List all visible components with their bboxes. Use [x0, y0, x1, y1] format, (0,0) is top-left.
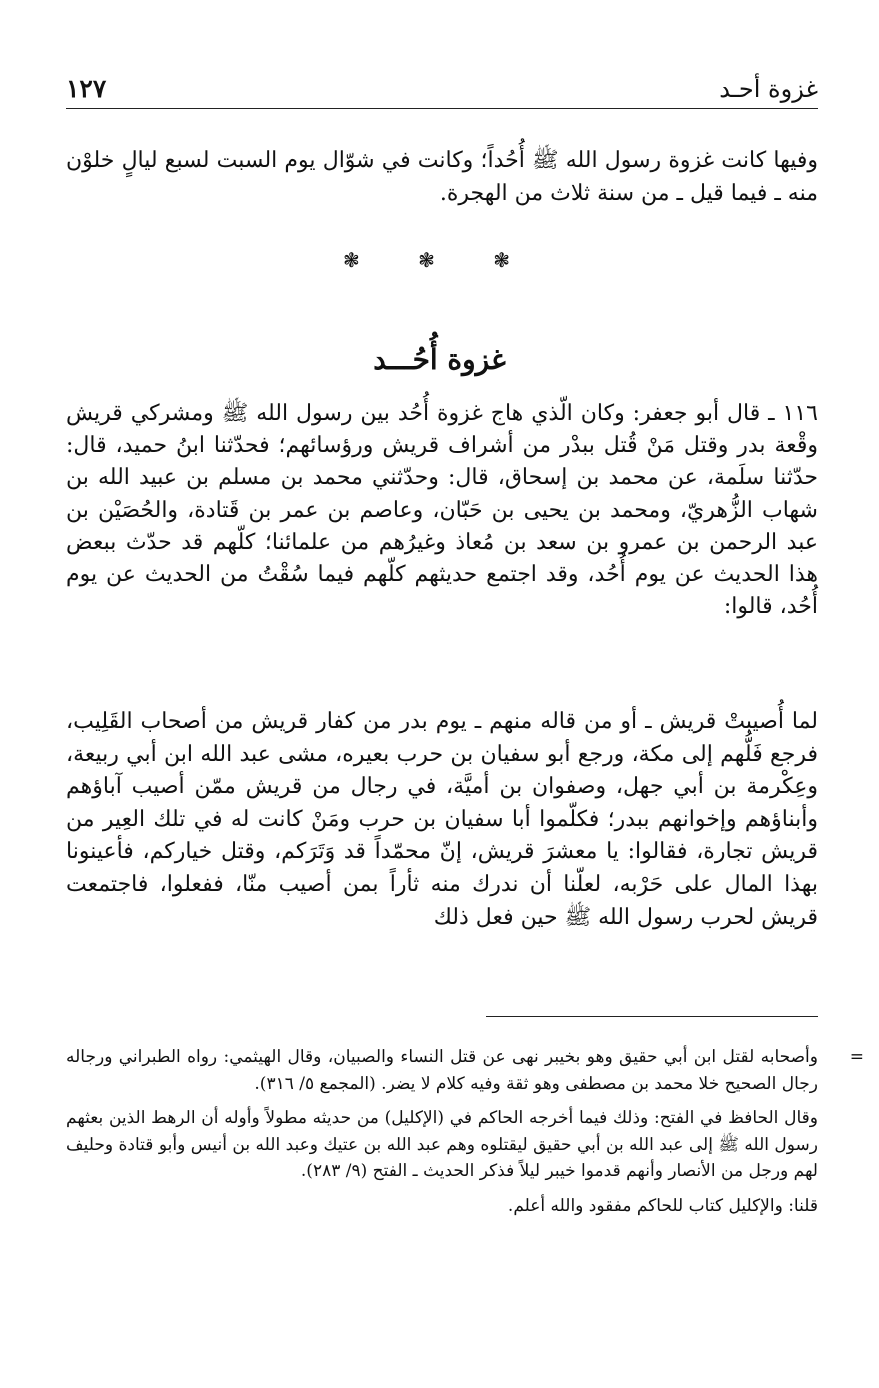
footnote-paragraph-3: قلنا: والإكليل كتاب للحاكم مفقود والله أعلم. [507, 1195, 818, 1216]
page-number: ١٢٧ [66, 74, 107, 103]
continuation-marker: = [849, 1047, 864, 1067]
intro-text: وفيها كانت غزوة رسول الله ﷺ أُحُداً؛ وكانت في شوّال يوم السبت لسبع ليالٍ خلوْن منه ـ فيما قيل ـ من سنة ثلاث من الهجرة. [66, 148, 818, 206]
page-header [66, 74, 818, 109]
narration-text-1: ١١٦ ـ قال أبو جعفر: وكان الّذي هاج غزوة أُحُد بين رسول الله ﷺ ومشركي قريش وقْعة بدر وقتل مَنْ قُتل ببدْر من أشراف قريش ورؤسائهم؛ فحدّثنا ابنُ حميد، قال: حدّثنا سلَمة، عن محمد بن إسحاق، قال: وحدّثني محمد بن مسلم بن عبيد الله بن شهاب الزُّهريّ، ومحمد بن يحيى بن حَبّان، وعاصم بن عمر بن قَتادة، والحُصَيْن بن عبد الرحمن بن عمرو بن سعد بن مُعاذ وغيرُهم من علمائنا؛ كلّهم قد حدّث ببعض هذا الحديث عن يوم أُحُد، وقد اجتمع حديثهم كلّهم فيما سُقْتُ من الحديث عن يوم أُحُد، قالوا: [66, 401, 818, 620]
narration-paragraph-1 [66, 398, 818, 623]
intro-paragraph [66, 144, 818, 210]
footnote-continuation [66, 1044, 864, 1097]
footnote-divider [486, 1016, 818, 1017]
running-title: غزوة أحـد [719, 75, 818, 103]
narration-text-2: لما أُصيبتْ قريش ـ أو من قاله منهم ـ يوم بدر من كفار قريش من أصحاب القَلِيب، فرجع فَلُّهم إلى مكة، ورجع أبو سفيان بن حرب بعيره، مشى عبد الله ابن أبي ربيعة، وعِكْرمة بن أبي جهل، وصفوان بن أميَّة، في رجال من قريش ممّن أصيب آباؤهم وأبناؤهم وإخوانهم ببدر؛ فكلّموا أبا سفيان بن حرب ومَنْ كانت له في تلك العِير من قريش تجارة، فقالوا: يا معشرَ قريش، إنّ محمّداً قد وَتَرَكم، وقتل خياركم، فأعينونا بهذا المال على حَرْبه، لعلّنا أن ندرك منه ثأراً بمن أصيب منّا، ففعلوا، فاجتمعت قريش لحرب رسول الله ﷺ حين فعل ذلك [66, 709, 818, 930]
narration-paragraph-2 [66, 706, 818, 934]
footnote-paragraph-1: وأصحابه لقتل ابن أبي حقيق وهو بخيبر نهى عن قتل النساء والصبيان، وقال الهيثمي: رواه الطبراني ورجاله رجال الصحيح خلا محمد بن مصطفى وهو ثقة وفيه كلام لا يضر. (المجمع ٥/ ٣١٦). [66, 1047, 818, 1094]
footnotes [66, 1044, 864, 1227]
section-heading: غزوة أُحُـــد [373, 343, 506, 376]
section-separator: ❃ ❃ ❃ [343, 248, 536, 272]
footnote-paragraph-2: وقال الحافظ في الفتح: وذلك فيما أخرجه الحاكم في (الإكليل) من حديثه مطولاً وأوله أن الرهط الذين بعثهم رسول الله ﷺ إلى عبد الله بن أبي حقيق ليقتلوه وهم عبد الله بن عتيك وعبد الله بن أنيس وأبو قتادة وحليف لهم ورجل من الأنصار وأنهم قدموا خيبر ليلاً فذكر الحديث ـ الفتح (٩/ ٢٨٣). [66, 1108, 818, 1181]
